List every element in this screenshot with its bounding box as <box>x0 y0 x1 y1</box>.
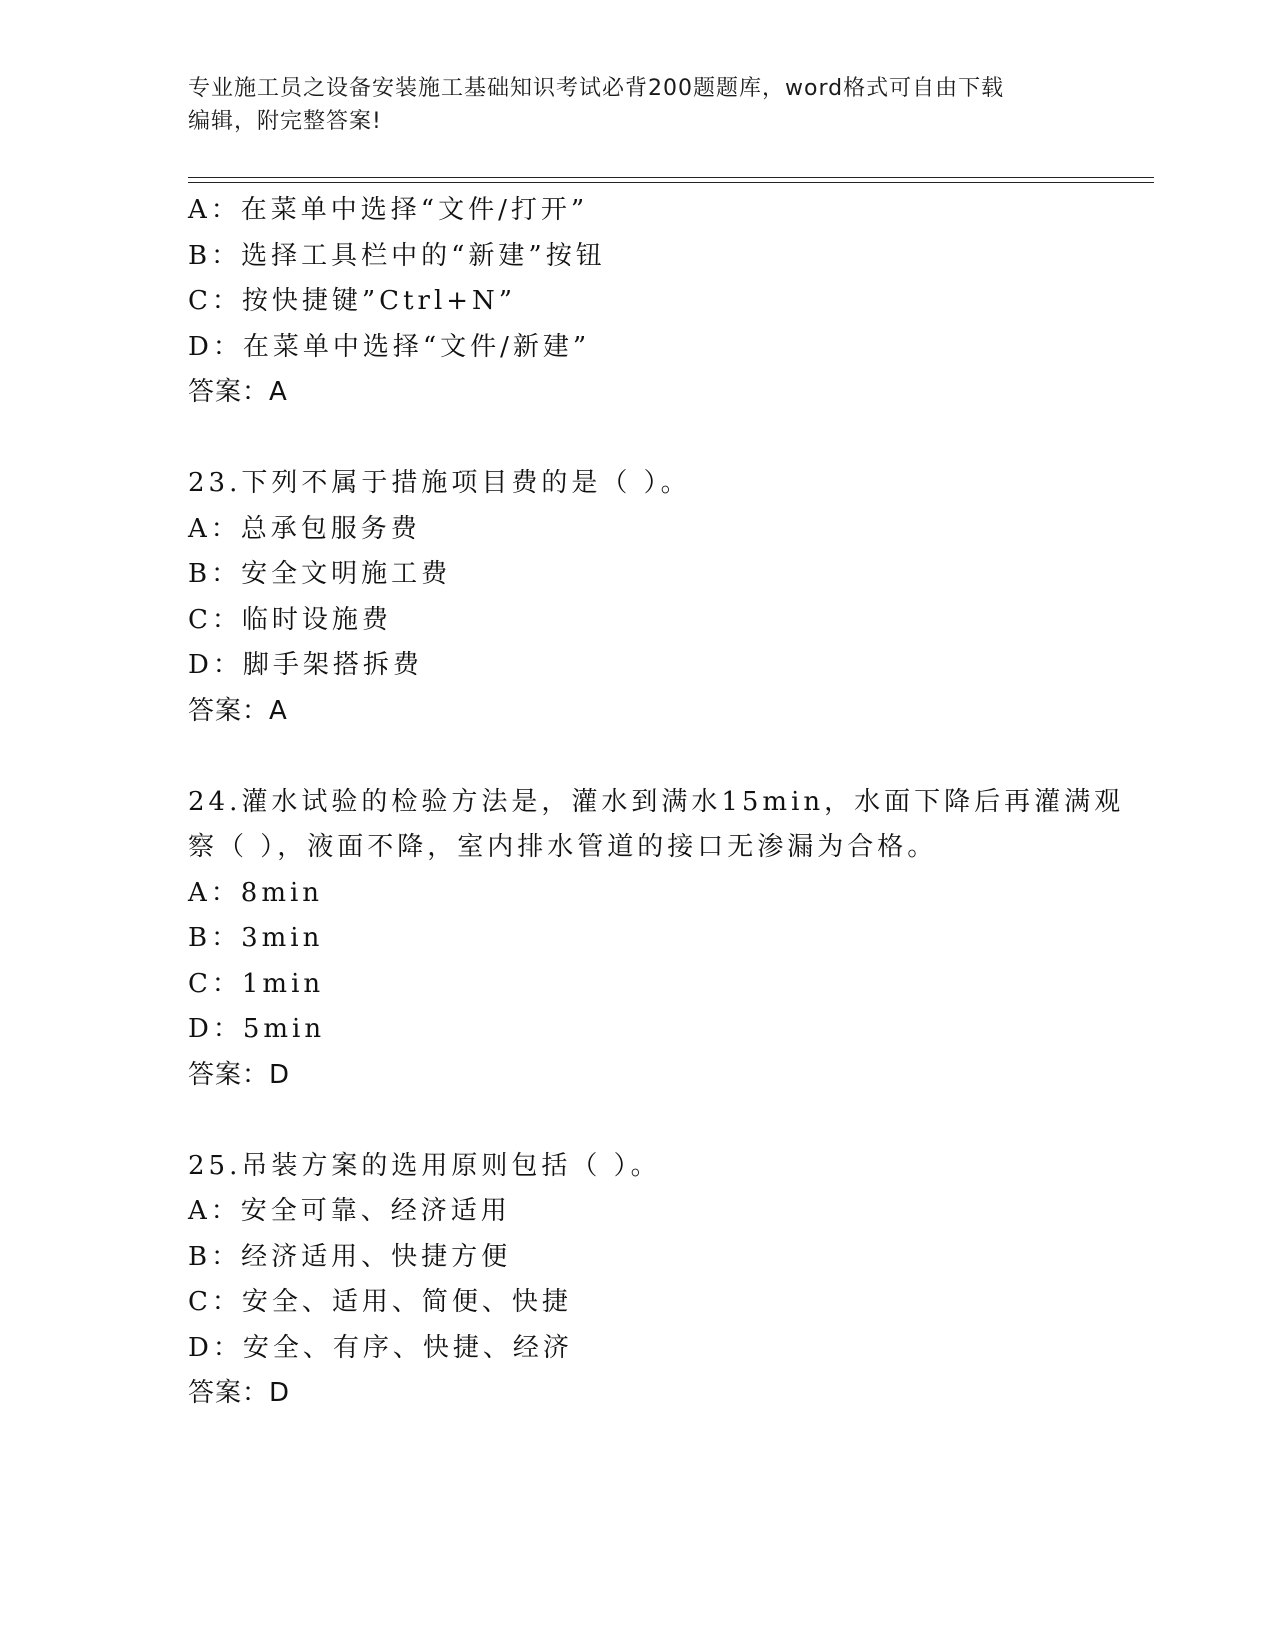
q24-option-b: B：3min <box>188 923 324 953</box>
q23-stem: 23.下列不属于措施项目费的是（ ）。 <box>188 468 691 498</box>
header-line-2: 编辑，附完整答案! <box>188 109 382 134</box>
q24-stem-line-2: 察（ ），液面不降，室内排水管道的接口无渗漏为合格。 <box>188 832 938 862</box>
q23-option-d: D：脚手架搭拆费 <box>188 650 423 680</box>
question-24 <box>188 780 1125 1099</box>
q22-option-a: A：在菜单中选择“文件/打开” <box>188 195 589 225</box>
q23-option-b: B：安全文明施工费 <box>188 559 452 589</box>
spacer <box>188 416 1088 462</box>
question-23 <box>188 461 1088 734</box>
document-header <box>188 72 1068 138</box>
q22-option-d: D：在菜单中选择“文件/新建” <box>188 331 591 362</box>
q25-answer: 答案：D <box>188 1378 291 1408</box>
q24-option-d: D：5min <box>188 1014 326 1044</box>
spacer <box>188 1098 1088 1144</box>
q24-option-c: C：1min <box>188 968 325 999</box>
question-list <box>188 188 1125 1417</box>
q25-option-d: D：安全、有序、快捷、经济 <box>188 1332 573 1363</box>
question-25 <box>188 1144 1088 1417</box>
q23-option-a: A：总承包服务费 <box>188 513 421 544</box>
q24-stem-line-1: 24.灌水试验的检验方法是，灌水到满水15min，水面下降后再灌满观 <box>188 786 1125 817</box>
header-divider-top <box>188 177 1154 178</box>
q22-option-b: B：选择工具栏中的“新建”按钮 <box>188 240 606 271</box>
q25-option-a: A：安全可靠、经济适用 <box>188 1196 511 1226</box>
q24-option-a: A：8min <box>188 877 324 908</box>
header-divider-bottom <box>188 182 1154 183</box>
header-line-1: 专业施工员之设备安装施工基础知识考试必背200题题库，word格式可自由下载 <box>188 76 1005 101</box>
q23-option-c: C：临时设施费 <box>188 604 392 635</box>
q25-option-c: C：安全、适用、简便、快捷 <box>188 1287 572 1317</box>
q23-answer: 答案：A <box>188 695 288 726</box>
q25-stem: 25.吊装方案的选用原则包括（ ）。 <box>188 1150 661 1181</box>
q25-option-b: B：经济适用、快捷方便 <box>188 1241 512 1272</box>
q22-answer: 答案：A <box>188 377 288 407</box>
spacer <box>188 734 1088 780</box>
question-22 <box>188 188 1088 416</box>
q22-option-c: C：按快捷键”Ctrl+N” <box>188 286 517 316</box>
q24-answer: 答案：D <box>188 1059 291 1090</box>
